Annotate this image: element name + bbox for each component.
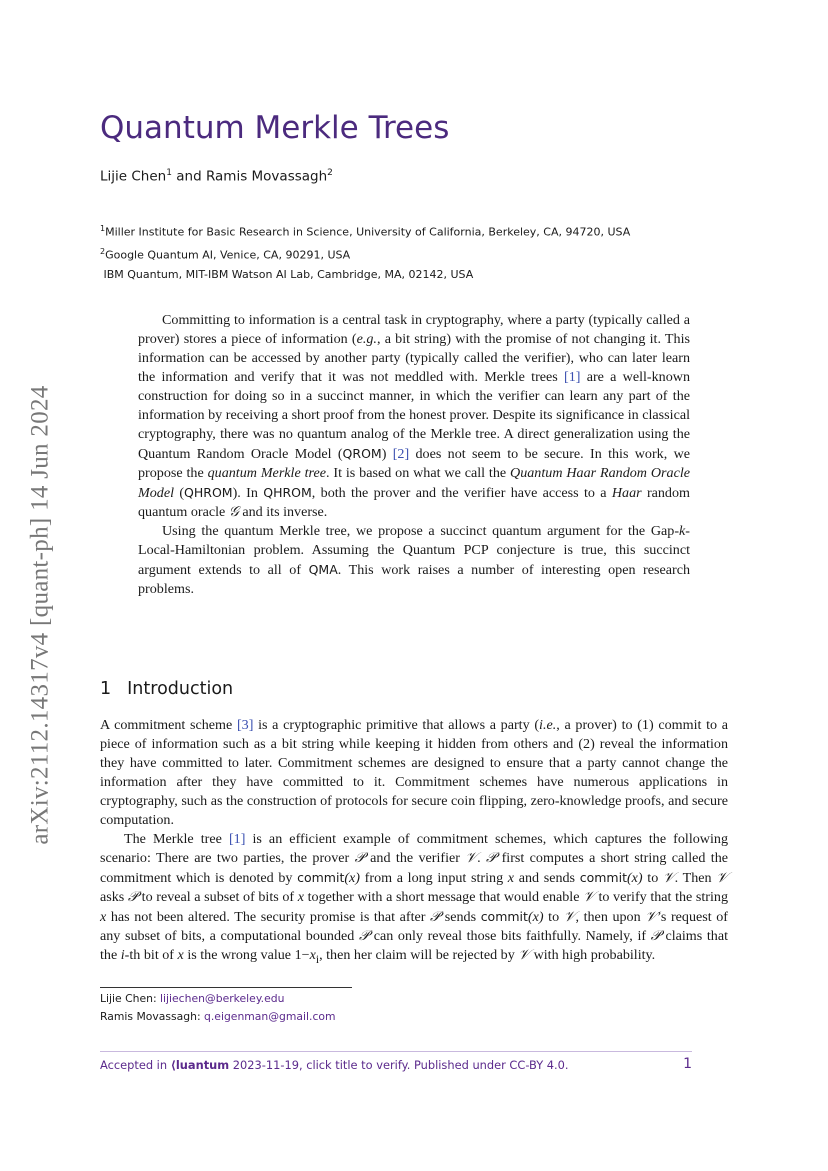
abstract-paragraph: Using the quantum Merkle tree, we propose a succinct quantum argument for the Gap-k-Local-Hamiltonian problem. Assuming the Quantum PCP conjecture is true, this succinct argument extends to all of QMA. This work raises a number of interesting open research problems.	[138, 523, 690, 597]
author-affiliation-mark: 1	[166, 168, 172, 178]
page-number: 1	[683, 1056, 692, 1072]
quantum-journal-logo: ⟨luantum	[170, 1058, 230, 1072]
affiliations	[100, 219, 630, 285]
publication-note[interactable]: Accepted in ⟨luantum 2023-11-19, click title to verify. Published under CC-BY 4.0.	[100, 1058, 569, 1072]
citation-link[interactable]: [3]	[236, 717, 254, 733]
footnote-divider	[100, 987, 352, 988]
body-paragraph: A commitment scheme [3] is a cryptographic primitive that allows a party (i.e., a prover) to (1) commit to a piece of information such as a bit string while keeping it hidden from others and (2) reveal the information they have committed to later. Commitment schemes are designed to ensure that a party cannot change the information after they have committed to it. Commitment schemes have numerous applications in cryptography, such as the construction of protocols for secure coin flipping, zero-knowledge proofs, and secure computation.	[100, 717, 728, 828]
citation-link[interactable]: [1]	[564, 369, 581, 385]
author-name: Ramis Movassagh	[205, 168, 328, 185]
arxiv-stamp[interactable]: arXiv:2112.14317v4 [quant-ph] 14 Jun 2024	[27, 385, 54, 845]
footnotes	[100, 990, 336, 1026]
footer-divider	[100, 1051, 692, 1052]
paper-title[interactable]: Quantum Merkle Trees	[100, 110, 450, 146]
author-affiliation-mark: 2	[327, 168, 333, 178]
body-paragraph: The Merkle tree [1] is an efficient example of commitment schemes, which captures the following scenario: There are two parties, the prover 𝒫 and the verifier 𝒱. 𝒫 first computes a short string called the commitment which is denoted by commit(x) from a long input string x and sends commit(x) to 𝒱. Then 𝒱 asks 𝒫 to reveal a subset of bits of x together with a short message that would enable 𝒱 to verify that the string x has not been altered. The security promise is that after 𝒫 sends commit(x) to 𝒱, then upon 𝒱’s request of any subset of bits, a computational bounded 𝒫 can only reveal those bits faithfully. Namely, if 𝒫 claims that the i-th bit of x is the wrong value $1-x_i$, then her claim will be rejected by 𝒱 with high probability.	[100, 831, 729, 966]
citation-link[interactable]: [2]	[392, 446, 410, 462]
footnote: Lijie Chen: lijiechen@berkeley.edu	[100, 992, 285, 1005]
abstract-paragraph: Committing to information is a central task in cryptography, where a party (typically called a prover) stores a piece of information (e.g., a bit string) with the promise of not changing it. This information can be accessed by another party (typically called the verifier), who can later learn the information and verify that it was not meddled with. Merkle trees [1] are a well-known construction for doing so in a succinct manner, in which the verifier can learn any part of the information by receiving a short proof from the honest prover. Despite its significance in classical cryptography, there was no quantum analog of the Merkle tree. A direct generalization using the Quantum Random Oracle Model (QROM) [2] does not seem to be secure. In this work, we propose the quantum Merkle tree. It is based on what we call the Quantum Haar Random Oracle Model (QHROM). In QHROM, both the prover and the verifier have access to a Haar random quantum oracle 𝒢 and its inverse.	[138, 312, 691, 520]
affiliation: $^2$Google Quantum AI, Venice, CA, 90291, USA	[100, 247, 351, 262]
introduction-body	[100, 716, 728, 969]
citation-link[interactable]: [1]	[228, 831, 246, 847]
affiliation: $^1$Miller Institute for Basic Research in Science, University of California, Berkeley, CA, 94720, USA	[100, 224, 631, 239]
affiliation: IBM Quantum, MIT-IBM Watson AI Lab, Cambridge, MA, 02142, USA	[103, 268, 474, 282]
footnote: Ramis Movassagh: q.eigenman@gmail.com	[100, 1010, 336, 1023]
abstract	[138, 311, 690, 599]
section-heading: 1 Introduction	[100, 679, 234, 699]
email-link[interactable]: lijiechen@berkeley.edu	[160, 992, 285, 1005]
author-name: Lijie Chen	[100, 168, 167, 185]
page-footer	[100, 1058, 692, 1072]
email-link[interactable]: q.eigenman@gmail.com	[204, 1010, 336, 1023]
authors: Lijie Chen$^1$ and Ramis Movassagh$^2$	[100, 168, 333, 185]
